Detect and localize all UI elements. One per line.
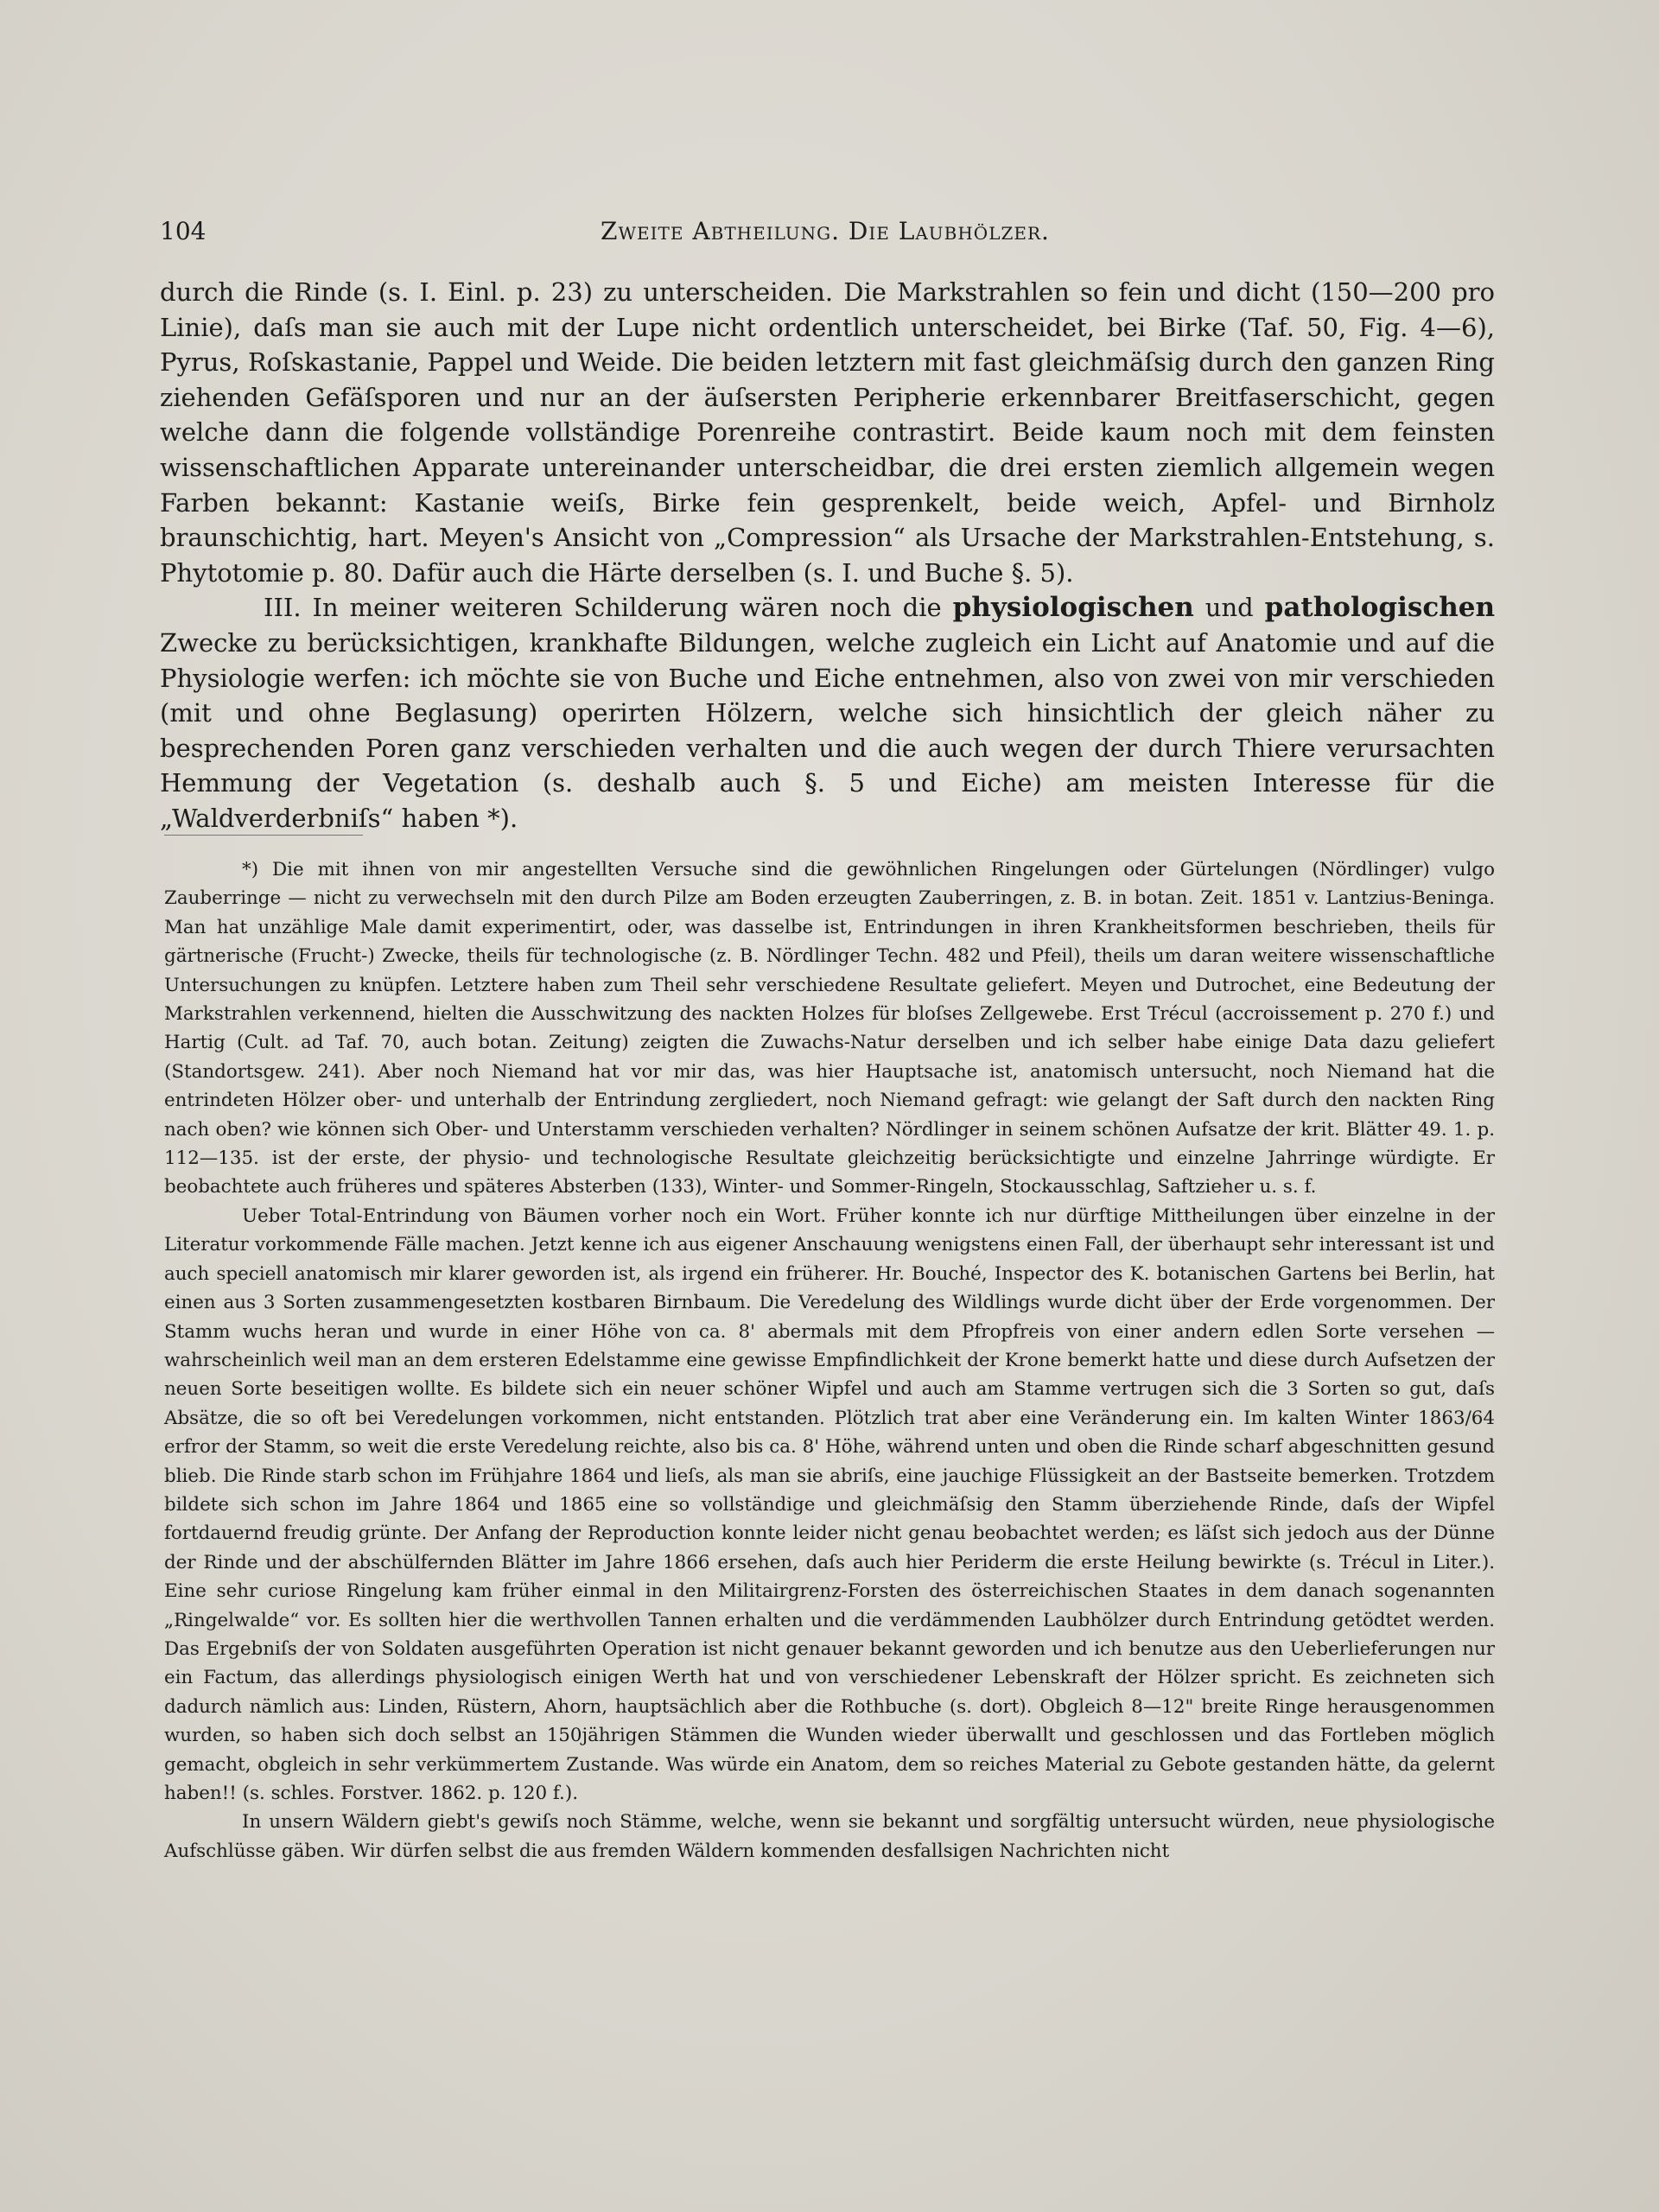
footnote-paragraph-2: Ueber Total-Entrindung von Bäumen vorher noch ein Wort. Früher konnte ich nur dürftige Mittheilungen über einzelne in der Literatur vorkommende Fälle machen. Jetzt kenne ich aus eigener Anschauung wenigstens einen Fall, der überhaupt sehr interessant ist und auch speciell anatomisch mir klarer geworden ist, als irgend ein früherer. Hr. Bouché, Inspector des K. botanischen Gartens bei Berlin, hat einen aus 3 Sorten zusammengesetzten kostbaren Birnbaum. Die Veredelung des Wildlings wurde dicht über der Erde vorgenommen. Der Stamm wuchs heran und wurde in einer Höhe von ca. 8' abermals mit dem Pfropfreis von einer andern edlen Sorte versehen — wahrscheinlich weil man an dem ersteren Edelstamme eine gewisse Empfindlichkeit der Krone bemerkt hatte und diese durch Aufsetzen der neuen Sorte beseitigen wollte. Es bildete sich ein neuer schöner Wipfel und auch am Stamme vertrugen sich die 3 Sorten so gut, daſs Absätze, die so oft bei Veredelungen vorkommen, nicht entstanden. Plötzlich trat aber eine Veränderung ein. Im kalten Winter 1863/64 erfror der Stamm, so weit die erste Veredelung reichte, also bis ca. 8' Höhe, während unten und oben die Rinde scharf abgeschnitten gesund blieb. Die Rinde starb schon im Frühjahre 1864 und lieſs, als man sie abriſs, eine jauchige Flüssigkeit an der Bastseite bemerken. Trotzdem bildete sich schon im Jahre 1864 und 1865 eine so vollständige und gleichmäſsig den Stamm überziehende Rinde, daſs der Wipfel fortdauernd freudig grünte. Der Anfang der Reproduction konnte leider nicht genau beobachtet werden; es läſst sich jedoch aus der Dünne der Rinde und der abschülfernden Blätter im Jahre 1866 ersehen, daſs auch hier Periderm die erste Heilung bewirkte (s. Trécul in Liter.). Eine sehr curiose Ringelung kam früher einmal in den Militairgrenz-Forsten des österreichischen Staates in dem danach sogenannten „Ringelwalde“ vor. Es sollten hier die werthvollen Tannen erhalten und die verdämmenden Laubhölzer durch Entrindung getödtet werden. Das Ergebniſs der von Soldaten ausgeführten Operation ist nicht genauer bekannt geworden und ich benutze aus den Ueberlieferungen nur ein Factum, das allerdings physiologisch einigen Werth hat und von verschiedener Lebenskraft der Hölzer spricht. Es zeichneten sich dadurch nämlich aus: Linden, Rüstern, Ahorn, hauptsächlich aber die Rothbuche (s. dort). Obgleich 8—12" breite Ringe herausgenommen wurden, so haben sich doch selbst an 150jährigen Stämmen die Wunden wieder überwallt und geschlossen und das Fortleben möglich gemacht, obgleich in sehr verkümmertem Zustande. Was würde ein Anatom, dem so reiches Material zu Gebote gestanden hätte, da gelernt haben!! (s. schles. Forstver. 1862. p. 120 f.). [164,1205,1495,1804]
footnote-paragraph-3: In unsern Wäldern giebt's gewiſs noch Stämme, welche, wenn sie bekannt und sorgfältig untersucht würden, neue physiologische Aufschlüsse gäben. Wir dürfen selbst die aus fremden Wäldern kommenden desfallsigen Nachrichten nicht [164,1811,1495,1862]
footnote [164,855,1495,1866]
paragraph-2-bold-physiologischen: physiologischen [952,592,1194,624]
paragraph-2-rest: Zwecke zu berücksichtigen, krankhafte Bildungen, welche zugleich ein Licht auf Anatomie und auf die Physiologie werfen: ich möchte sie von Buche und Eiche entnehmen, also von zwei von mir verschieden (mit und ohne Beglasung) operirten Hölzern, welche sich hinsichtlich der gleich näher zu besprechenden Poren ganz verschieden verhalten und die auch wegen der durch Thiere verursachten Hemmung der Vegetation (s. deshalb auch §. 5 und Eiche) am meisten Interesse für die „Waldverderbniſs“ haben *). [160,627,1495,833]
running-head: Zweite Abtheilung. Die Laubhölzer. [601,217,1050,245]
main-text [160,275,1495,836]
page-header [160,214,1491,249]
footnote-divider [164,835,363,836]
footnote-paragraph-1: *) Die mit ihnen von mir angestellten Versuche sind die gewöhnlichen Ringelungen oder Gürtelungen (Nördlinger) vulgo Zauberringe — nicht zu verwechseln mit den durch Pilze am Boden erzeugten Zauberringen, z. B. in botan. Zeit. 1851 v. Lantzius-Beninga. Man hat unzählige Male damit experimentirt, oder, was dasselbe ist, Entrindungen in ihren Krankheitsformen beschrieben, theils für gärtnerische (Frucht-) Zwecke, theils für technologische (z. B. Nördlinger Techn. 482 und Pfeil), theils um daran weitere wissenschaftliche Untersuchungen zu knüpfen. Letztere haben zum Theil sehr verschiedene Resultate geliefert. Meyen und Dutrochet, eine Bedeutung der Markstrahlen verkennend, hielten die Ausschwitzung des nackten Holzes für bloſses Zellgewebe. Erst Trécul (accroissement p. 270 f.) und Hartig (Cult. ad Taf. 70, auch botan. Zeitung) zeigten die Zuwachs-Natur derselben und ich selber habe einige Data dazu geliefert (Standortsgew. 241). Aber noch Niemand hat vor mir das, was hier Hauptsache ist, anatomisch untersucht, noch Niemand hat die entrindeten Hölzer ober- und unterhalb der Entrindung zergliedert, noch Niemand gefragt: wie gelangt der Saft durch den nackten Ring nach oben? wie können sich Ober- und Unterstamm verschieden verhalten? Nördlinger in seinem schönen Aufsatze der krit. Blätter 49. 1. p. 112—135. ist der erste, der physio- und technologische Resultate gleichzeitig berücksichtigte und einzelne Jahrringe würdigte. Er beobachtete auch früheres und späteres Absterben (133), Winter- und Sommer-Ringeln, Stockausschlag, Saftzieher u. s. f. [164,859,1495,1198]
paragraph-2-mid: und [1193,593,1265,623]
page-number: 104 [160,217,207,245]
paragraph-2-bold-pathologischen: pathologischen [1264,592,1496,624]
paragraph-2-prefix: III. In meiner weiteren Schilderung wären noch die [264,593,953,623]
main-paragraph-1: durch die Rinde (s. I. Einl. p. 23) zu unterscheiden. Die Markstrahlen so fein und dicht (150—200 pro Linie), daſs man sie auch mit der Lupe nicht ordentlich unterscheidet, bei Birke (Taf. 50, Fig. 4—6), Pyrus, Roſskastanie, Pappel und Weide. Die beiden letztern mit fast gleichmäſsig durch den ganzen Ring ziehenden Gefäſsporen und nur an der äuſsersten Peripherie erkennbarer Breitfaserschicht, gegen welche dann die folgende vollständige Porenreihe contrastirt. Beide kaum noch mit dem feinsten wissenschaftlichen Apparate untereinander unterscheidbar, die drei ersten ziemlich allgemein wegen Farben bekannt: Kastanie weiſs, Birke fein gesprenkelt, beide weich, Apfel- und Birnholz braunschichtig, hart. Meyen's Ansicht von „Compression“ als Ursache der Markstrahlen-Entstehung, s. Phytotomie p. 80. Dafür auch die Härte derselben (s. I. und Buche §. 5). [160,277,1495,588]
main-paragraph-2 [160,590,1495,836]
